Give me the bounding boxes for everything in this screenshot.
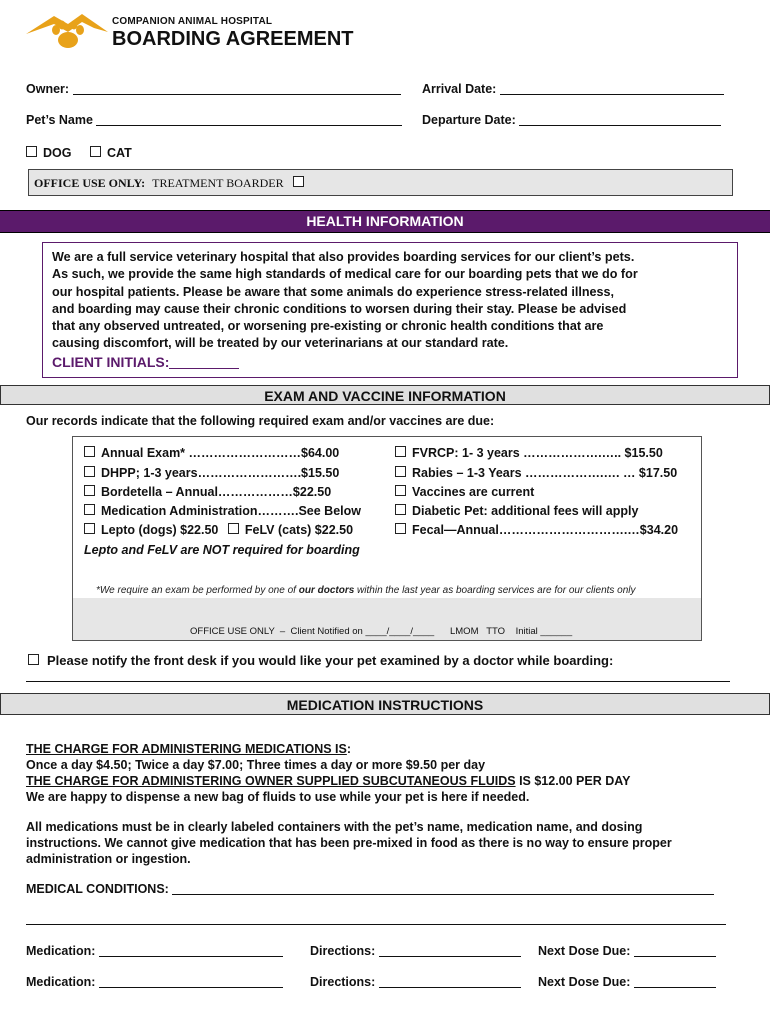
vaccine-item-lepto-felv[interactable] — [84, 523, 353, 537]
health-paragraph — [52, 249, 737, 353]
medical-conditions-label: MEDICAL CONDITIONS: — [26, 882, 169, 896]
health-line: our hospital patients. Please be aware that some animals do experience stress-related illness, — [52, 284, 615, 299]
vaccine-checkbox[interactable] — [395, 466, 406, 477]
health-line: that any observed untreated, or worsening pre-existing or chronic health conditions that are — [52, 319, 604, 334]
species-dog[interactable] — [26, 146, 71, 160]
exam-footnote — [96, 585, 636, 596]
felv-label: FeLV (cats) $22.50 — [244, 523, 354, 537]
medication-heading: MEDICATION INSTRUCTIONS — [0, 693, 770, 715]
health-line: We are a full service veterinary hospital that also provides boarding services for our client’s pets. — [52, 250, 635, 264]
pet-name-field[interactable] — [26, 113, 402, 127]
charges-block — [26, 741, 630, 805]
exam-intro: Our records indicate that the following required exam and/or vaccines are due: — [26, 414, 495, 428]
notify-text: Please notify the front desk if you would like your pet examined by a doctor while boarding: — [47, 653, 614, 668]
vaccine-item[interactable] — [395, 523, 678, 537]
fluids-heading: THE CHARGE FOR ADMINISTERING OWNER SUPPLIED SUBCUTANEOUS FLUIDS — [26, 774, 516, 788]
exam-heading: EXAM AND VACCINE INFORMATION — [0, 385, 770, 405]
vaccine-label: Fecal—Annual………………………….…$34.20 — [412, 523, 679, 537]
footnote-text: within the last year as boarding services are for our clients only — [354, 585, 636, 596]
owner-label: Owner: — [26, 82, 70, 96]
vaccine-label: Annual Exam* ………………………$64.00 — [101, 446, 340, 460]
charge-heading: THE CHARGE FOR ADMINISTERING MEDICATIONS IS — [26, 742, 347, 756]
vaccine-item[interactable] — [84, 485, 331, 499]
health-heading: HEALTH INFORMATION — [0, 210, 770, 233]
footnote-text: *We require an exam be performed by one of — [96, 585, 299, 596]
medication-field[interactable] — [26, 975, 283, 989]
dog-label: DOG — [43, 146, 72, 160]
vaccine-label: Medication Administration……….See Below — [101, 504, 361, 518]
next-dose-label: Next Dose Due: — [538, 944, 631, 958]
health-info-box — [42, 242, 738, 378]
medication-label: Medication: — [26, 944, 96, 958]
lepto-felv-note: Lepto and FeLV are NOT required for boarding — [84, 543, 360, 557]
health-line: causing discomfort, will be treated by our veterinarians at our standard rate. — [52, 336, 509, 351]
vaccine-label: Diabetic Pet: additional fees will apply — [412, 504, 639, 518]
medical-conditions-field[interactable] — [26, 882, 714, 896]
footnote-bold: our doctors — [298, 585, 355, 596]
vaccine-checkbox[interactable] — [84, 466, 95, 477]
species-cat[interactable] — [90, 146, 132, 160]
vaccine-label: Vaccines are current — [412, 485, 535, 499]
treatment-boarder-label: TREATMENT BOARDER — [152, 176, 284, 190]
containers-line: All medications must be in clearly labeled containers with the pet’s name, medication name, and dosing — [26, 820, 643, 834]
vaccine-checkbox[interactable] — [84, 446, 95, 457]
cat-label: CAT — [107, 146, 132, 160]
directions-field[interactable] — [310, 944, 521, 958]
office-use-box — [28, 169, 733, 196]
arrival-date-field[interactable] — [422, 82, 724, 96]
departure-date-label: Departure Date: — [422, 113, 516, 127]
felv-checkbox[interactable] — [228, 523, 239, 534]
vaccine-item[interactable] — [395, 485, 534, 499]
vaccine-item[interactable] — [395, 466, 677, 480]
lepto-label: Lepto (dogs) $22.50 — [101, 523, 219, 537]
vaccine-checkbox[interactable] — [395, 523, 406, 534]
hospital-logo — [24, 10, 112, 52]
arrival-date-label: Arrival Date: — [422, 82, 497, 96]
medical-conditions-line-2[interactable] — [26, 924, 726, 925]
health-line: As such, we provide the same high standards of medical care for our boarding pets that we do for — [52, 267, 638, 282]
charge-heading-line — [26, 741, 630, 757]
vaccine-checkbox[interactable] — [84, 485, 95, 496]
vaccine-checkbox[interactable] — [84, 504, 95, 515]
next-dose-field[interactable] — [538, 944, 716, 958]
owner-field[interactable] — [26, 82, 401, 96]
containers-line: administration or ingestion. — [26, 852, 191, 866]
notify-line[interactable] — [26, 681, 730, 682]
fluids-rate: IS $12.00 PER DAY — [515, 774, 631, 788]
vaccine-item[interactable] — [395, 504, 638, 518]
vaccine-item[interactable] — [84, 466, 339, 480]
office-use-notified: OFFICE USE ONLY – Client Notified on ____/____/____ LMOM TTO Initial ______ — [190, 626, 573, 637]
pet-name-label: Pet’s Name — [26, 113, 93, 127]
office-use-label: OFFICE USE ONLY: — [34, 176, 146, 190]
directions-label: Directions: — [310, 975, 376, 989]
hospital-name: COMPANION ANIMAL HOSPITAL — [112, 16, 273, 27]
containers-block — [26, 819, 672, 867]
directions-label: Directions: — [310, 944, 376, 958]
vaccine-label: DHPP; 1-3 years…………………….$15.50 — [101, 466, 340, 480]
page-title: BOARDING AGREEMENT — [112, 28, 354, 50]
vaccine-item[interactable] — [84, 504, 361, 518]
next-dose-field[interactable] — [538, 975, 716, 989]
health-line: and boarding may cause their chronic conditions to worsen during their stay. Please be advised — [52, 301, 627, 316]
treatment-boarder-checkbox[interactable] — [293, 176, 304, 187]
medication-label: Medication: — [26, 975, 96, 989]
cat-checkbox[interactable] — [90, 146, 101, 157]
vaccine-item[interactable] — [84, 446, 339, 460]
vaccine-label: Bordetella – Annual………………$22.50 — [101, 485, 332, 499]
medication-field[interactable] — [26, 944, 283, 958]
departure-date-field[interactable] — [422, 113, 721, 127]
notify-checkbox[interactable] — [28, 654, 39, 665]
next-dose-label: Next Dose Due: — [538, 975, 631, 989]
notify-row[interactable] — [28, 653, 613, 668]
fluids-note: We are happy to dispense a new bag of fluids to use while your pet is here if needed. — [26, 790, 530, 804]
directions-field[interactable] — [310, 975, 521, 989]
vaccine-checkbox[interactable] — [395, 485, 406, 496]
fluids-line — [26, 773, 630, 789]
vaccine-checkbox[interactable] — [395, 504, 406, 515]
client-initials-field[interactable] — [52, 354, 737, 370]
client-initials-label: CLIENT INITIALS: — [52, 353, 170, 370]
charge-rates: Once a day $4.50; Twice a day $7.00; Three times a day or more $9.50 per day — [26, 758, 486, 772]
lepto-checkbox[interactable] — [84, 523, 95, 534]
containers-line: instructions. We cannot give medication that has been pre-mixed in food as there is no way to ensure proper — [26, 836, 672, 850]
dog-checkbox[interactable] — [26, 146, 37, 157]
vaccine-checkbox[interactable] — [395, 446, 406, 457]
vaccine-item[interactable] — [395, 446, 663, 460]
charge-colon: : — [346, 742, 352, 756]
vaccine-label: FVRCP: 1- 3 years ……………….….. $15.50 — [412, 446, 663, 460]
vaccine-label: Rabies – 1-3 Years ……………….…. … $17.50 — [412, 466, 678, 480]
